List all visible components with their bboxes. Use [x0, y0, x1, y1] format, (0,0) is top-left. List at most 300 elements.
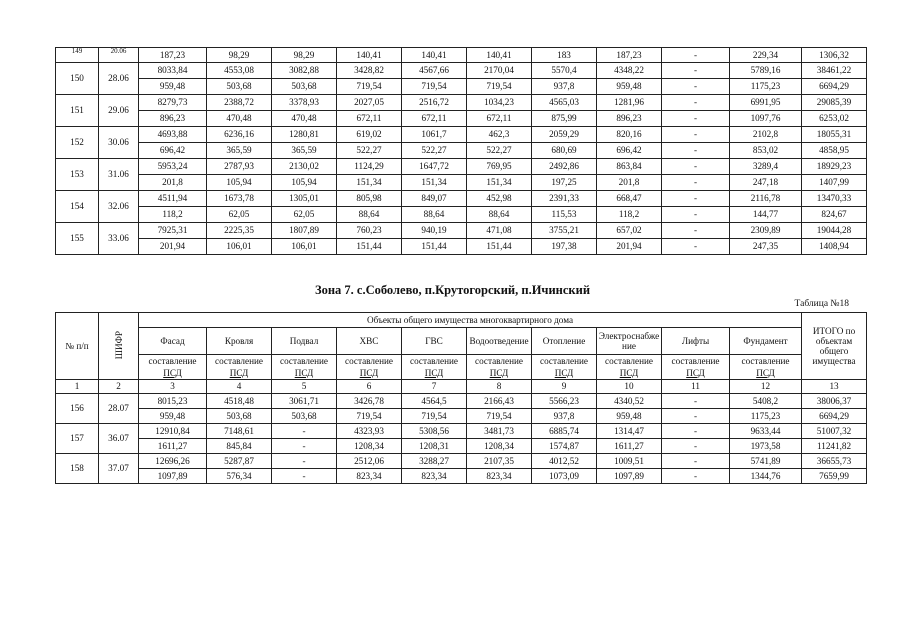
bottom-table: [55, 312, 867, 484]
cell: 7659,99: [802, 469, 867, 484]
cell: 1097,89: [139, 469, 207, 484]
cell: -: [272, 454, 337, 469]
column-header: Лифты: [662, 328, 730, 355]
row-number: 156: [56, 394, 99, 424]
cell: 1034,23: [467, 95, 532, 111]
cell: 719,54: [402, 409, 467, 424]
cell: -: [662, 394, 730, 409]
cell: 6991,95: [730, 95, 802, 111]
cell: 1344,76: [730, 469, 802, 484]
cell: 769,95: [467, 159, 532, 175]
cell: 668,47: [597, 191, 662, 207]
row-code: 31.06: [99, 159, 139, 191]
cell: -: [662, 409, 730, 424]
cell: 8279,73: [139, 95, 207, 111]
header-columns-row: [56, 328, 867, 355]
cell: 1611,27: [597, 439, 662, 454]
cell: 1097,76: [730, 111, 802, 127]
sub-header-bottom: ПСД: [272, 367, 337, 380]
row-code: 29.06: [99, 95, 139, 127]
table-row: [56, 469, 867, 484]
cell: 29085,39: [802, 95, 867, 111]
cell: 1306,32: [802, 48, 867, 63]
cell: 4553,08: [207, 63, 272, 79]
cell: 2391,33: [532, 191, 597, 207]
column-header: ГВС: [402, 328, 467, 355]
cell: 38461,22: [802, 63, 867, 79]
cell: 2059,29: [532, 127, 597, 143]
index-cell: 2: [99, 380, 139, 394]
cell: 2102,8: [730, 127, 802, 143]
cell: -: [662, 439, 730, 454]
cell: 824,67: [802, 207, 867, 223]
header-group: Объекты общего имущества многоквартирного дома: [139, 313, 802, 328]
row-number: 151: [56, 95, 99, 127]
table-row: [56, 207, 867, 223]
cell: 1281,96: [597, 95, 662, 111]
cell: 105,94: [207, 175, 272, 191]
cell: 853,02: [730, 143, 802, 159]
cell: 36655,73: [802, 454, 867, 469]
sub-header-bottom: ПСД: [662, 367, 730, 380]
cell: 38006,37: [802, 394, 867, 409]
index-cell: 13: [802, 380, 867, 394]
cell: 820,16: [597, 127, 662, 143]
cell: 522,27: [467, 143, 532, 159]
cell: 896,23: [139, 111, 207, 127]
cell: 4565,03: [532, 95, 597, 111]
row-number: 152: [56, 127, 99, 159]
cell: 88,64: [337, 207, 402, 223]
cell: 151,34: [402, 175, 467, 191]
cell: 12910,84: [139, 424, 207, 439]
cell: 151,44: [467, 239, 532, 255]
cell: 719,54: [467, 79, 532, 95]
cell: 2512,06: [337, 454, 402, 469]
index-cell: 12: [730, 380, 802, 394]
cell: 3428,82: [337, 63, 402, 79]
cell: 1305,01: [272, 191, 337, 207]
index-cell: 4: [207, 380, 272, 394]
cell: 4348,22: [597, 63, 662, 79]
cell: 4518,48: [207, 394, 272, 409]
cell: 2170,04: [467, 63, 532, 79]
row-code: 32.06: [99, 191, 139, 223]
column-header: Фундамент: [730, 328, 802, 355]
cell: 118,2: [597, 207, 662, 223]
cell: 503,68: [207, 79, 272, 95]
cell: 247,18: [730, 175, 802, 191]
sub-header-top: составление: [207, 355, 272, 368]
table-row: [56, 454, 867, 469]
row-code: 37.07: [99, 454, 139, 484]
index-cell: 11: [662, 380, 730, 394]
index-cell: 10: [597, 380, 662, 394]
cell: 4340,52: [597, 394, 662, 409]
cell: 619,02: [337, 127, 402, 143]
cell: 503,68: [272, 409, 337, 424]
cell: 1647,72: [402, 159, 467, 175]
cell: 2492,86: [532, 159, 597, 175]
cell: 98,29: [272, 48, 337, 63]
cell: 19044,28: [802, 223, 867, 239]
cell: -: [662, 469, 730, 484]
cell: 151,44: [337, 239, 402, 255]
cell: 4012,52: [532, 454, 597, 469]
cell: 470,48: [207, 111, 272, 127]
cell: 719,54: [467, 409, 532, 424]
bottom-table-body: [56, 313, 867, 484]
cell: 3082,88: [272, 63, 337, 79]
cell: 11241,82: [802, 439, 867, 454]
cell: -: [662, 424, 730, 439]
cell: -: [662, 111, 730, 127]
cell: 118,2: [139, 207, 207, 223]
cell: 863,84: [597, 159, 662, 175]
sub-header-top: составление: [532, 355, 597, 368]
cell: 151,44: [402, 239, 467, 255]
cell: 2130,02: [272, 159, 337, 175]
cell: 5570,4: [532, 63, 597, 79]
table-row: [56, 127, 867, 143]
sub-header-bottom: ПСД: [402, 367, 467, 380]
cell: 657,02: [597, 223, 662, 239]
cell: 1175,23: [730, 79, 802, 95]
cell: 696,42: [597, 143, 662, 159]
cell: 3481,73: [467, 424, 532, 439]
cell: 6253,02: [802, 111, 867, 127]
cell: 2388,72: [207, 95, 272, 111]
cell: 3378,93: [272, 95, 337, 111]
cell: -: [662, 191, 730, 207]
row-code: 36.07: [99, 424, 139, 454]
cell: 462,3: [467, 127, 532, 143]
row-number: 155: [56, 223, 99, 255]
cell: 4693,88: [139, 127, 207, 143]
cell: 187,23: [139, 48, 207, 63]
cell: 875,99: [532, 111, 597, 127]
column-header: Отопление: [532, 328, 597, 355]
cell: 7925,31: [139, 223, 207, 239]
cell: 5408,2: [730, 394, 802, 409]
cell: 183: [532, 48, 597, 63]
cell: 805,98: [337, 191, 402, 207]
cell: 13470,33: [802, 191, 867, 207]
cell: 7148,61: [207, 424, 272, 439]
cell: 823,34: [467, 469, 532, 484]
cell: 522,27: [402, 143, 467, 159]
cell: 1314,47: [597, 424, 662, 439]
cell: 937,8: [532, 79, 597, 95]
cell: 719,54: [402, 79, 467, 95]
cell: 471,08: [467, 223, 532, 239]
cell: 5741,89: [730, 454, 802, 469]
cell: -: [662, 239, 730, 255]
cell: 672,11: [337, 111, 402, 127]
sub-header-top: составление: [730, 355, 802, 368]
cell: 576,34: [207, 469, 272, 484]
cell: 12696,26: [139, 454, 207, 469]
header-sub-row: [56, 367, 867, 380]
cell: 1208,31: [402, 439, 467, 454]
index-cell: 3: [139, 380, 207, 394]
sub-header-bottom: ПСД: [597, 367, 662, 380]
cell: 2516,72: [402, 95, 467, 111]
cell: 1611,27: [139, 439, 207, 454]
cell: 201,8: [139, 175, 207, 191]
cell: 6694,29: [802, 79, 867, 95]
cell: 140,41: [337, 48, 402, 63]
cell: 2787,93: [207, 159, 272, 175]
cell: 959,48: [597, 409, 662, 424]
header-total: ИТОГО по объектам общего имущества: [802, 313, 867, 380]
header-code: [99, 313, 139, 380]
column-header: Подвал: [272, 328, 337, 355]
cell: 845,84: [207, 439, 272, 454]
cell: 2116,78: [730, 191, 802, 207]
zone-title: Зона 7. с.Соболево, п.Крутогорский, п.Ичинский: [314, 283, 591, 297]
cell: 503,68: [272, 79, 337, 95]
sub-header-top: составление: [272, 355, 337, 368]
column-header: Кровля: [207, 328, 272, 355]
sub-header-bottom: ПСД: [337, 367, 402, 380]
cell: 365,59: [207, 143, 272, 159]
cell: 849,07: [402, 191, 467, 207]
row-number: 149: [56, 48, 99, 63]
row-code: 28.06: [99, 63, 139, 95]
cell: 18929,23: [802, 159, 867, 175]
row-number: 158: [56, 454, 99, 484]
cell: 719,54: [337, 79, 402, 95]
column-header: Электроснабжение: [597, 328, 662, 355]
cell: 1175,23: [730, 409, 802, 424]
cell: 680,69: [532, 143, 597, 159]
cell: -: [662, 175, 730, 191]
sub-header-top: составление: [597, 355, 662, 368]
table-row: [56, 239, 867, 255]
table-row: [56, 409, 867, 424]
sub-header-top: составление: [402, 355, 467, 368]
cell: 51007,32: [802, 424, 867, 439]
cell: 2027,05: [337, 95, 402, 111]
cell: 62,05: [272, 207, 337, 223]
cell: 106,01: [272, 239, 337, 255]
cell: 3289,4: [730, 159, 802, 175]
cell: 4511,94: [139, 191, 207, 207]
header-code-label: ШИФР: [113, 330, 124, 360]
row-number: 150: [56, 63, 99, 95]
table-row: [56, 394, 867, 409]
cell: 9633,44: [730, 424, 802, 439]
cell: 5953,24: [139, 159, 207, 175]
table-row: [56, 48, 867, 63]
cell: 1973,58: [730, 439, 802, 454]
cell: 760,23: [337, 223, 402, 239]
cell: 896,23: [597, 111, 662, 127]
sub-header-bottom: ПСД: [730, 367, 802, 380]
cell: 6694,29: [802, 409, 867, 424]
cell: 1208,34: [467, 439, 532, 454]
cell: 823,34: [402, 469, 467, 484]
cell: 1673,78: [207, 191, 272, 207]
top-table-body: [56, 48, 867, 255]
row-code: 30.06: [99, 127, 139, 159]
cell: -: [662, 95, 730, 111]
table-row: [56, 223, 867, 239]
column-header: Водоотведение: [467, 328, 532, 355]
index-cell: 1: [56, 380, 99, 394]
cell: 5308,56: [402, 424, 467, 439]
cell: 18055,31: [802, 127, 867, 143]
cell: 229,34: [730, 48, 802, 63]
cell: -: [272, 469, 337, 484]
sub-header-bottom: ПСД: [139, 367, 207, 380]
cell: 201,94: [597, 239, 662, 255]
index-cell: 7: [402, 380, 467, 394]
cell: 88,64: [402, 207, 467, 223]
cell: 4567,66: [402, 63, 467, 79]
cell: 1208,34: [337, 439, 402, 454]
cell: 2107,35: [467, 454, 532, 469]
cell: 365,59: [272, 143, 337, 159]
cell: -: [272, 439, 337, 454]
cell: 1280,81: [272, 127, 337, 143]
cell: 197,25: [532, 175, 597, 191]
table-row: [56, 111, 867, 127]
cell: 4858,95: [802, 143, 867, 159]
table-row: [56, 63, 867, 79]
cell: 201,94: [139, 239, 207, 255]
cell: 2225,35: [207, 223, 272, 239]
cell: 503,68: [207, 409, 272, 424]
cell: -: [272, 424, 337, 439]
cell: 151,34: [337, 175, 402, 191]
top-table: [55, 47, 867, 255]
cell: 4323,93: [337, 424, 402, 439]
cell: 1807,89: [272, 223, 337, 239]
cell: 672,11: [467, 111, 532, 127]
sub-header-top: составление: [337, 355, 402, 368]
index-row: [56, 380, 867, 394]
row-code: 33.06: [99, 223, 139, 255]
cell: 2309,89: [730, 223, 802, 239]
cell: 5287,87: [207, 454, 272, 469]
cell: 1574,87: [532, 439, 597, 454]
table-number: Таблица №18: [794, 299, 849, 309]
header-num: № п/п: [56, 313, 99, 380]
column-header: ХВС: [337, 328, 402, 355]
cell: 672,11: [402, 111, 467, 127]
cell: 5789,16: [730, 63, 802, 79]
cell: -: [662, 454, 730, 469]
cell: 8015,23: [139, 394, 207, 409]
cell: -: [662, 159, 730, 175]
cell: 522,27: [337, 143, 402, 159]
table-row: [56, 143, 867, 159]
cell: 452,98: [467, 191, 532, 207]
row-number: 153: [56, 159, 99, 191]
cell: 247,35: [730, 239, 802, 255]
cell: 3061,71: [272, 394, 337, 409]
cell: 8033,84: [139, 63, 207, 79]
cell: 719,54: [337, 409, 402, 424]
cell: -: [662, 223, 730, 239]
cell: -: [662, 79, 730, 95]
cell: 1073,09: [532, 469, 597, 484]
cell: 187,23: [597, 48, 662, 63]
table-row: [56, 424, 867, 439]
cell: 197,38: [532, 239, 597, 255]
cell: 140,41: [467, 48, 532, 63]
cell: 937,8: [532, 409, 597, 424]
row-code: 20.06: [99, 48, 139, 63]
cell: 6885,74: [532, 424, 597, 439]
cell: 151,34: [467, 175, 532, 191]
table-row: [56, 191, 867, 207]
index-cell: 6: [337, 380, 402, 394]
cell: -: [662, 48, 730, 63]
cell: 959,48: [597, 79, 662, 95]
cell: 470,48: [272, 111, 337, 127]
cell: 144,77: [730, 207, 802, 223]
cell: 1407,99: [802, 175, 867, 191]
cell: 1009,51: [597, 454, 662, 469]
cell: 201,8: [597, 175, 662, 191]
cell: 959,48: [139, 79, 207, 95]
header-sub-row: [56, 355, 867, 368]
sub-header-top: составление: [139, 355, 207, 368]
cell: 88,64: [467, 207, 532, 223]
cell: 696,42: [139, 143, 207, 159]
cell: 98,29: [207, 48, 272, 63]
cell: 1408,94: [802, 239, 867, 255]
cell: 105,94: [272, 175, 337, 191]
sub-header-bottom: ПСД: [532, 367, 597, 380]
row-number: 157: [56, 424, 99, 454]
cell: 3755,21: [532, 223, 597, 239]
row-code: 28.07: [99, 394, 139, 424]
cell: 106,01: [207, 239, 272, 255]
cell: -: [662, 63, 730, 79]
sub-header-top: составление: [662, 355, 730, 368]
table-row: [56, 439, 867, 454]
index-cell: 9: [532, 380, 597, 394]
table-row: [56, 79, 867, 95]
cell: 2166,43: [467, 394, 532, 409]
index-cell: 8: [467, 380, 532, 394]
table-row: [56, 175, 867, 191]
sub-header-bottom: ПСД: [207, 367, 272, 380]
cell: 823,34: [337, 469, 402, 484]
cell: 3426,78: [337, 394, 402, 409]
cell: 1097,89: [597, 469, 662, 484]
cell: 5566,23: [532, 394, 597, 409]
cell: -: [662, 207, 730, 223]
cell: -: [662, 143, 730, 159]
cell: 1124,29: [337, 159, 402, 175]
cell: 62,05: [207, 207, 272, 223]
cell: 115,53: [532, 207, 597, 223]
sub-header-top: составление: [467, 355, 532, 368]
cell: 140,41: [402, 48, 467, 63]
cell: 940,19: [402, 223, 467, 239]
sub-header-bottom: ПСД: [467, 367, 532, 380]
cell: 6236,16: [207, 127, 272, 143]
cell: 4564,5: [402, 394, 467, 409]
cell: 1061,7: [402, 127, 467, 143]
column-header: Фасад: [139, 328, 207, 355]
table-row: [56, 95, 867, 111]
